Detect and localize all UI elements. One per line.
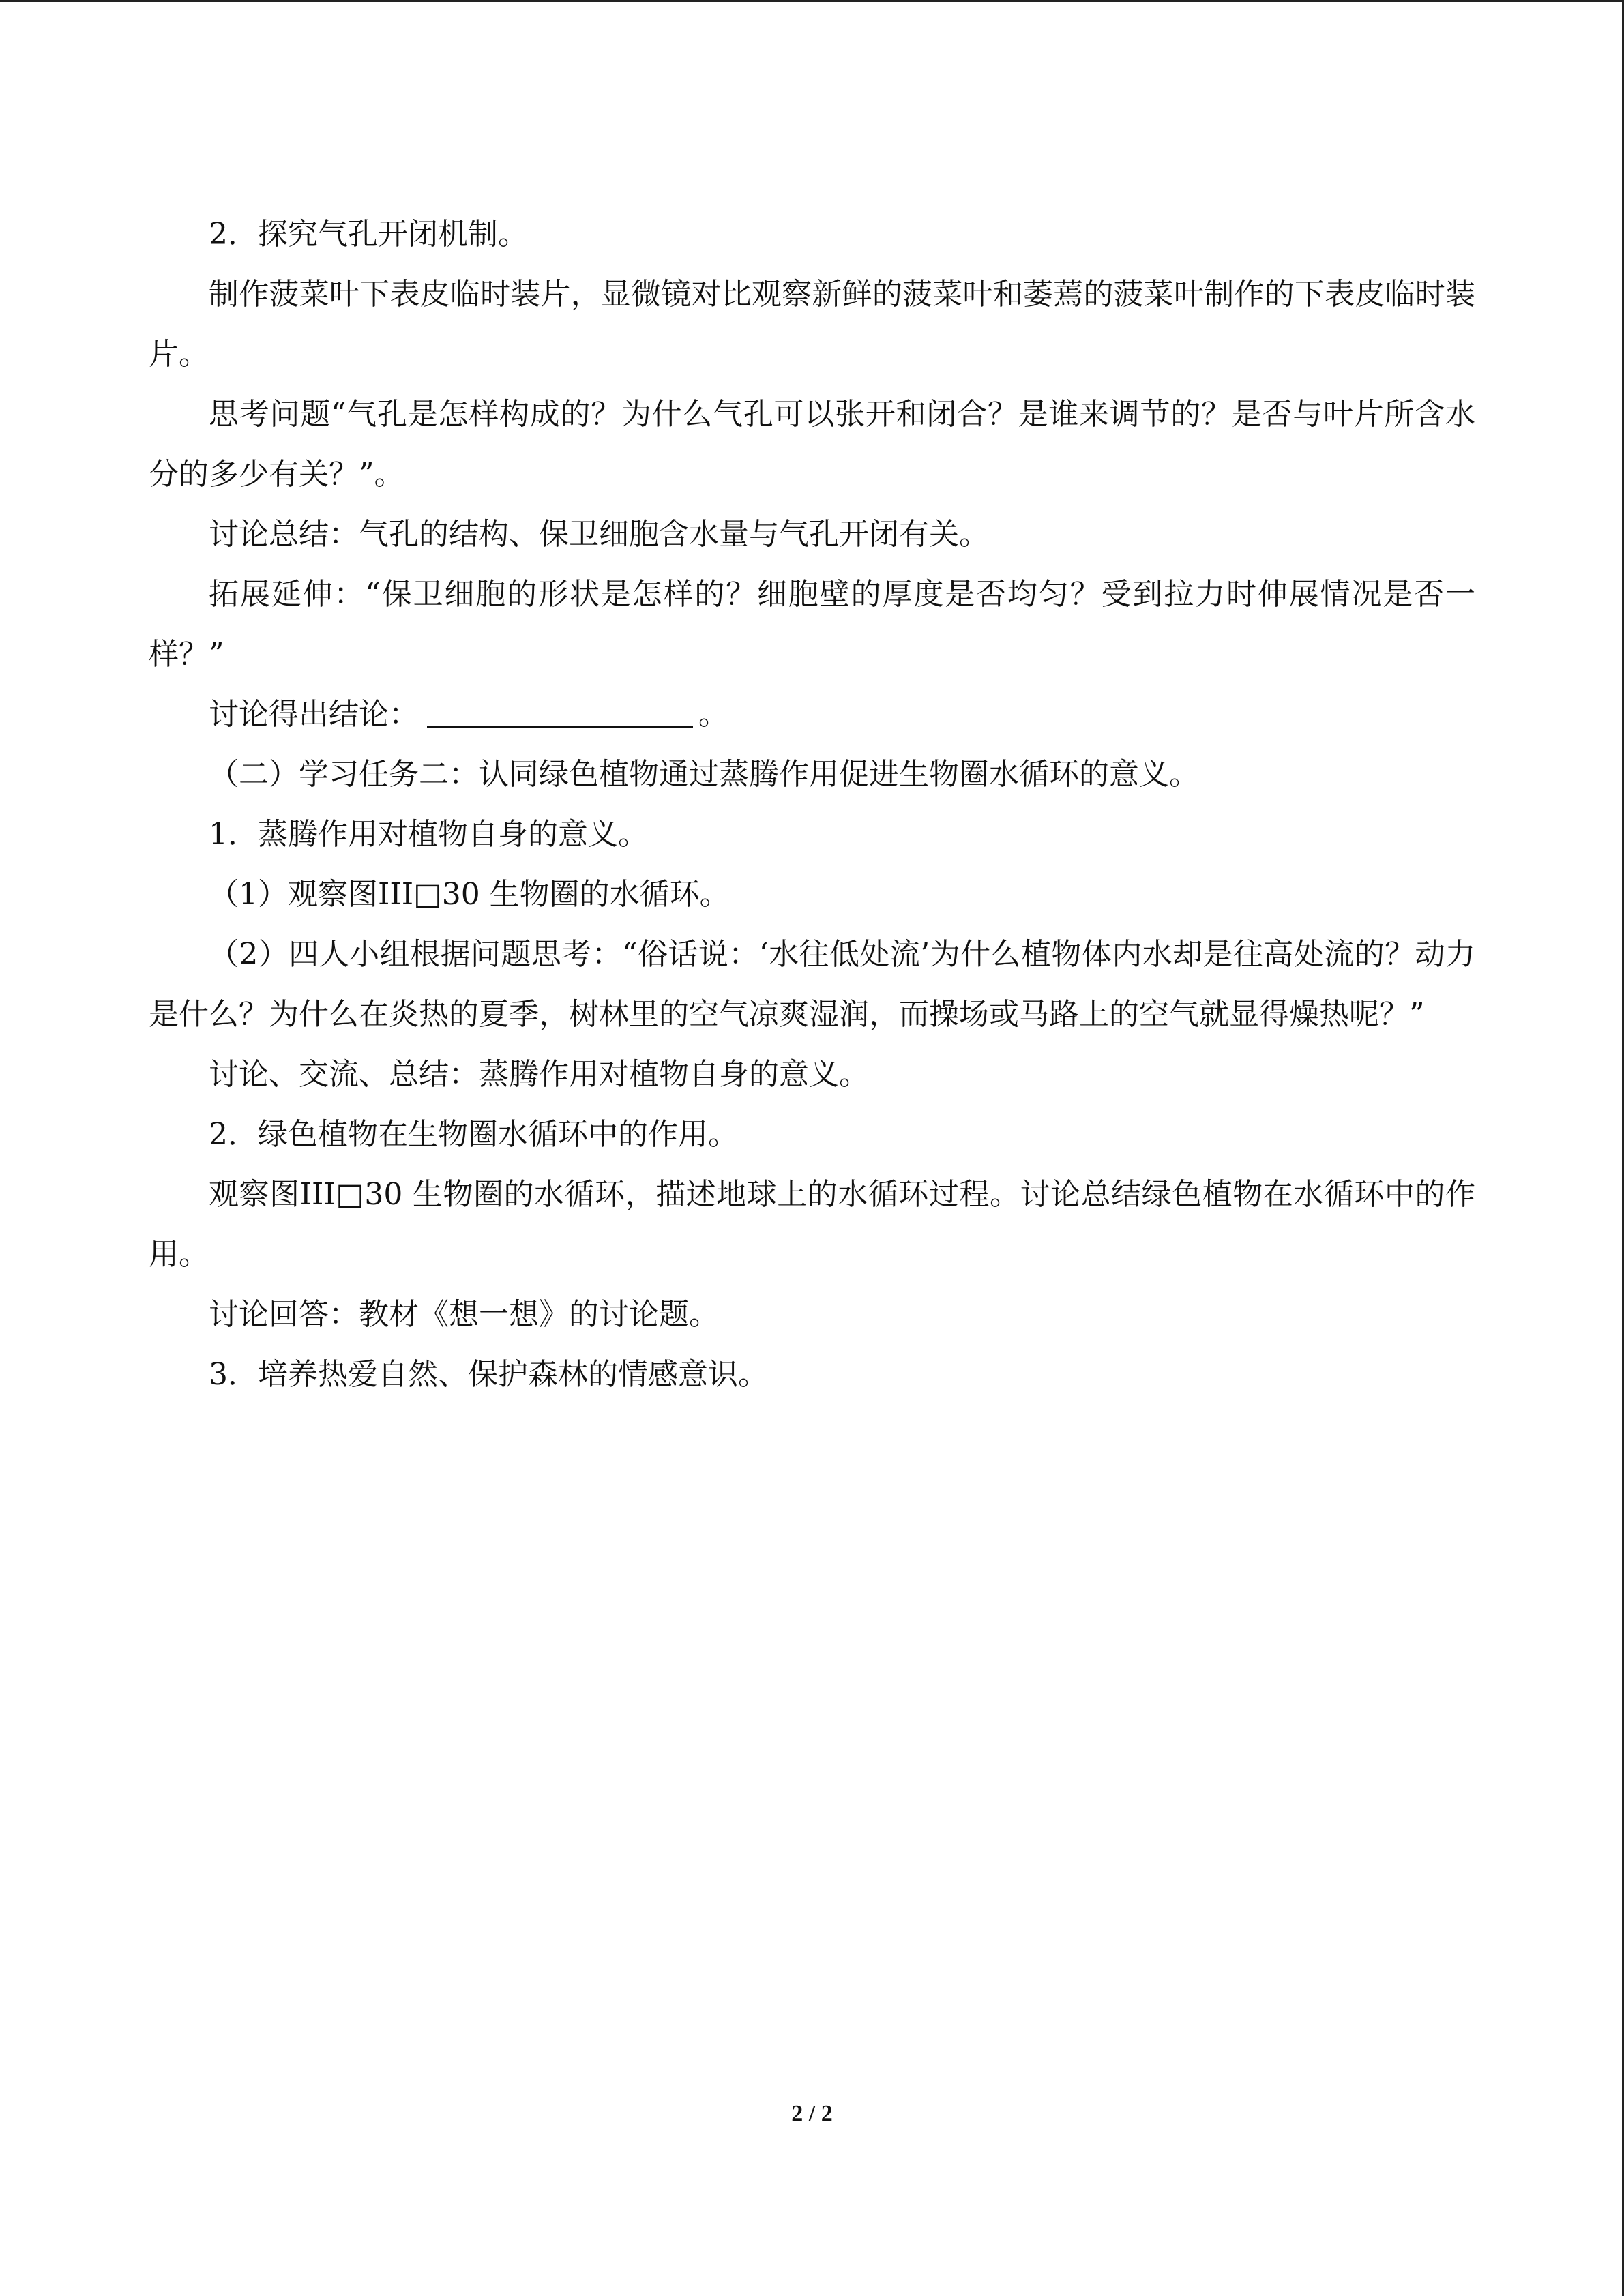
paragraph-conclusion — [149, 685, 1475, 745]
paragraph-extension: 拓展延伸：“保卫细胞的形状是怎样的？细胞壁的厚度是否均匀？受到拉力时伸展情况是否一样？” — [149, 577, 1475, 672]
conclusion-label: 讨论得出结论： — [209, 697, 419, 732]
paragraph-heading-stomata: 2．探究气孔开闭机制。 — [209, 217, 528, 252]
paragraph-transpiration-meaning: 1．蒸腾作用对植物自身的意义。 — [209, 817, 648, 852]
paragraph-discuss-exchange: 讨论、交流、总结：蒸腾作用对植物自身的意义。 — [209, 1057, 869, 1092]
paragraph-task-two: （二）学习任务二：认同绿色植物通过蒸腾作用促进生物圈水循环的意义。 — [209, 757, 1199, 792]
document-body — [149, 205, 1475, 1405]
paragraph-observe-water-cycle: 观察图III□30 生物圈的水循环，描述地球上的水循环过程。讨论总结绿色植物在水循环中的作用。 — [149, 1177, 1475, 1272]
paragraph-group-question: （2）四人小组根据问题思考：“俗话说：‘水往低处流’为什么植物体内水却是往高处流的？动力是什么？为什么在炎热的夏季，树林里的空气凉爽湿润，而操场或马路上的空气就显得燥热呢？” — [149, 937, 1475, 1032]
paragraph-observe-figure: （1）观察图III□30 生物圈的水循环。 — [209, 877, 730, 912]
conclusion-blank — [427, 685, 693, 728]
paragraph-love-nature: 3．培养热爱自然、保护森林的情感意识。 — [209, 1357, 768, 1392]
page-number: 2 / 2 — [791, 2101, 833, 2126]
paragraph-discuss-answer: 讨论回答：教材《想一想》的讨论题。 — [209, 1297, 719, 1332]
paragraph-make-slide: 制作菠菜叶下表皮临时装片，显微镜对比观察新鲜的菠菜叶和萎蔫的菠菜叶制作的下表皮临时装片。 — [149, 277, 1475, 372]
conclusion-end: 。 — [698, 697, 728, 732]
paragraph-green-plants-role: 2．绿色植物在生物圈水循环中的作用。 — [209, 1117, 738, 1152]
paragraph-think-question: 思考问题“气孔是怎样构成的？为什么气孔可以张开和闭合？是谁来调节的？是否与叶片所含水分的多少有关？”。 — [149, 397, 1475, 492]
paragraph-discussion-summary: 讨论总结：气孔的结构、保卫细胞含水量与气孔开闭有关。 — [209, 517, 989, 552]
